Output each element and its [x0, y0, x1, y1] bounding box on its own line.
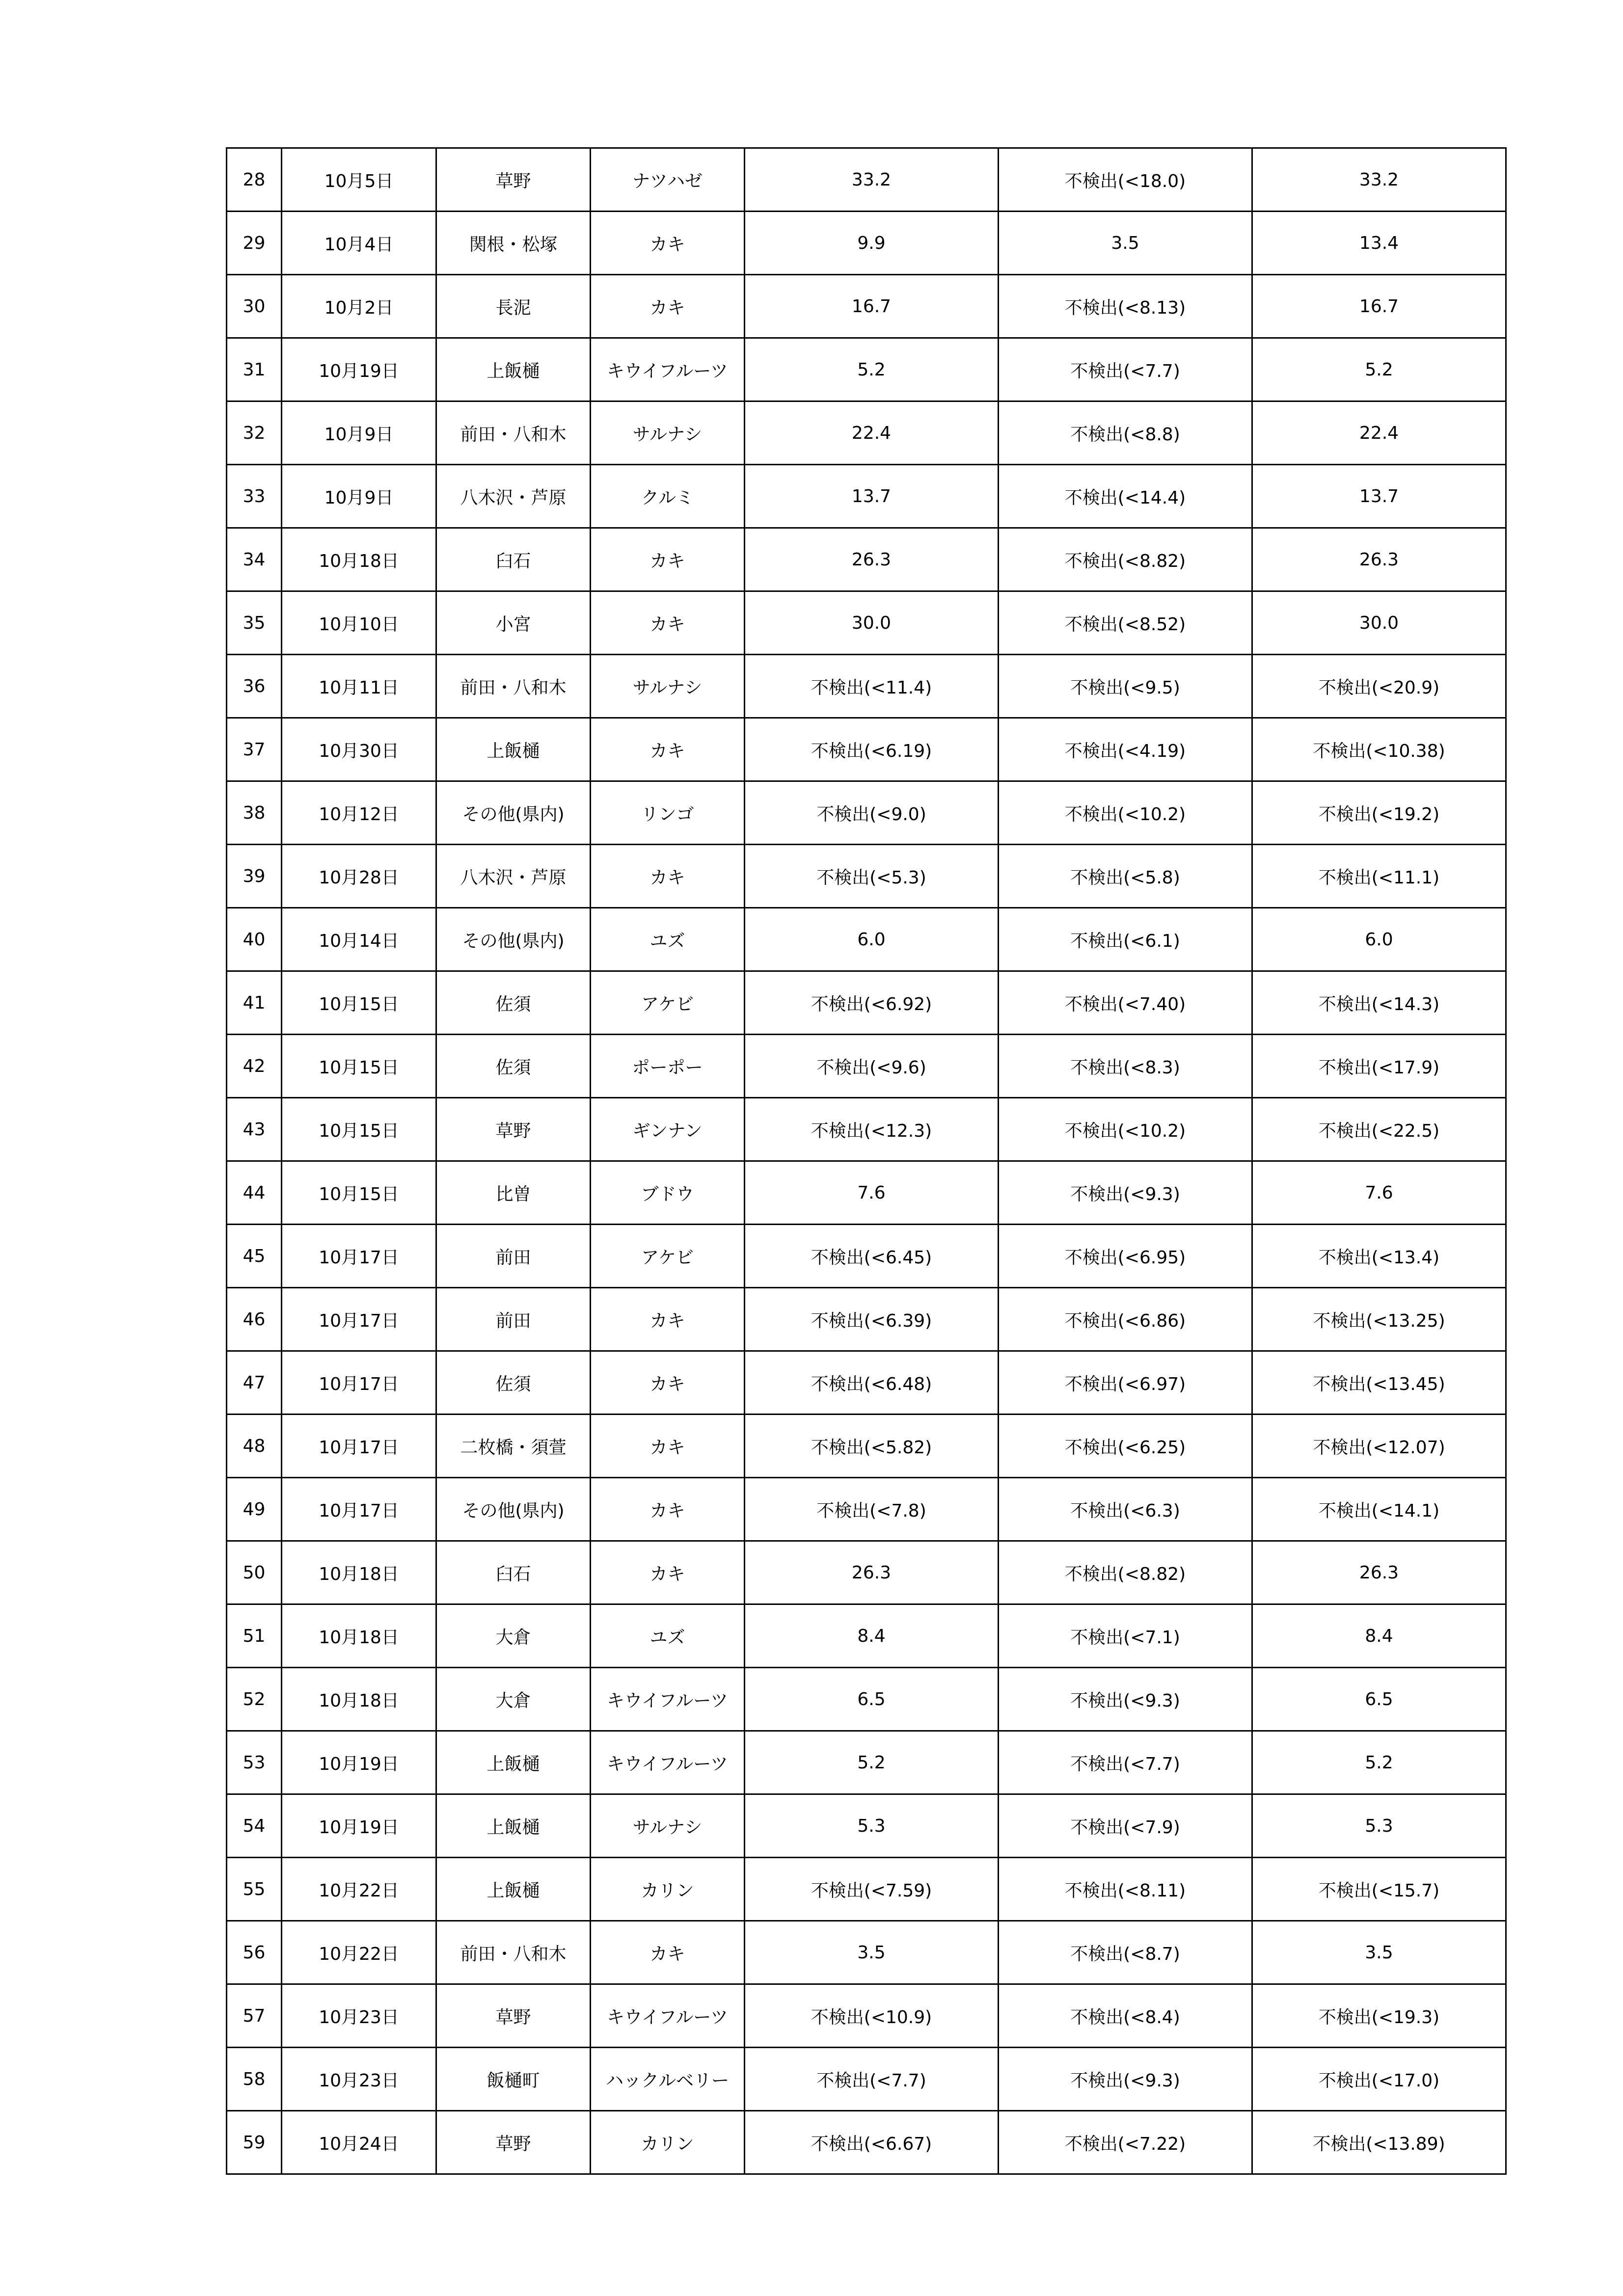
value1-cell: 3.5	[745, 1921, 999, 1984]
value2-cell: 不検出(<8.82)	[999, 1541, 1252, 1604]
item-cell: カリン	[591, 2111, 745, 2174]
row-number-cell: 44	[227, 1161, 282, 1225]
item-cell: カキ	[591, 718, 745, 781]
value2-cell: 不検出(<8.52)	[999, 591, 1252, 655]
table-row	[227, 845, 1506, 908]
table-row	[227, 655, 1506, 718]
row-number-cell: 57	[227, 1984, 282, 2048]
location-cell: 前田	[436, 1288, 591, 1351]
total-cell: 不検出(<13.45)	[1252, 1351, 1506, 1415]
total-cell: 不検出(<17.9)	[1252, 1035, 1506, 1098]
value1-cell: 不検出(<6.39)	[745, 1288, 999, 1351]
date-cell: 10月18日	[282, 1541, 436, 1604]
date-cell: 10月17日	[282, 1415, 436, 1478]
total-cell: 不検出(<17.0)	[1252, 2048, 1506, 2111]
row-number-cell: 32	[227, 401, 282, 465]
row-number-cell: 34	[227, 528, 282, 591]
location-cell: 草野	[436, 2111, 591, 2174]
value2-cell: 不検出(<4.19)	[999, 718, 1252, 781]
location-cell: 佐須	[436, 1035, 591, 1098]
date-cell: 10月17日	[282, 1225, 436, 1288]
location-cell: 二枚橋・須萱	[436, 1415, 591, 1478]
location-cell: その他(県内)	[436, 781, 591, 845]
date-cell: 10月17日	[282, 1288, 436, 1351]
value1-cell: 不検出(<6.48)	[745, 1351, 999, 1415]
table-row	[227, 718, 1506, 781]
location-cell: 前田	[436, 1225, 591, 1288]
table-row	[227, 148, 1506, 212]
table-row	[227, 908, 1506, 971]
table-row	[227, 1351, 1506, 1415]
row-number-cell: 28	[227, 148, 282, 212]
value1-cell: 不検出(<12.3)	[745, 1098, 999, 1161]
value2-cell: 不検出(<7.1)	[999, 1604, 1252, 1668]
value2-cell: 不検出(<7.7)	[999, 1731, 1252, 1794]
date-cell: 10月12日	[282, 781, 436, 845]
table-row	[227, 401, 1506, 465]
row-number-cell: 31	[227, 338, 282, 401]
date-cell: 10月28日	[282, 845, 436, 908]
date-cell: 10月23日	[282, 2048, 436, 2111]
table-row	[227, 2048, 1506, 2111]
item-cell: ハックルベリー	[591, 2048, 745, 2111]
value2-cell: 不検出(<8.4)	[999, 1984, 1252, 2048]
value2-cell: 不検出(<18.0)	[999, 148, 1252, 212]
results-table-body	[227, 148, 1506, 2174]
location-cell: 上飯樋	[436, 1731, 591, 1794]
item-cell: サルナシ	[591, 401, 745, 465]
table-row	[227, 1984, 1506, 2048]
value1-cell: 6.5	[745, 1668, 999, 1731]
total-cell: 5.2	[1252, 1731, 1506, 1794]
total-cell: 33.2	[1252, 148, 1506, 212]
table-row	[227, 781, 1506, 845]
row-number-cell: 42	[227, 1035, 282, 1098]
date-cell: 10月15日	[282, 971, 436, 1035]
item-cell: カキ	[591, 1288, 745, 1351]
value2-cell: 不検出(<8.8)	[999, 401, 1252, 465]
total-cell: 13.4	[1252, 212, 1506, 275]
value2-cell: 不検出(<9.3)	[999, 1161, 1252, 1225]
row-number-cell: 46	[227, 1288, 282, 1351]
item-cell: カキ	[591, 275, 745, 338]
item-cell: ギンナン	[591, 1098, 745, 1161]
date-cell: 10月15日	[282, 1035, 436, 1098]
value1-cell: 8.4	[745, 1604, 999, 1668]
value2-cell: 不検出(<8.3)	[999, 1035, 1252, 1098]
location-cell: 比曽	[436, 1161, 591, 1225]
item-cell: カキ	[591, 591, 745, 655]
value1-cell: 13.7	[745, 465, 999, 528]
row-number-cell: 41	[227, 971, 282, 1035]
date-cell: 10月24日	[282, 2111, 436, 2174]
location-cell: 上飯樋	[436, 338, 591, 401]
date-cell: 10月9日	[282, 465, 436, 528]
value1-cell: 不検出(<5.3)	[745, 845, 999, 908]
item-cell: キウイフルーツ	[591, 1731, 745, 1794]
date-cell: 10月15日	[282, 1098, 436, 1161]
item-cell: サルナシ	[591, 1794, 745, 1858]
total-cell: 不検出(<20.9)	[1252, 655, 1506, 718]
total-cell: 26.3	[1252, 1541, 1506, 1604]
location-cell: 草野	[436, 148, 591, 212]
value1-cell: 不検出(<6.92)	[745, 971, 999, 1035]
item-cell: キウイフルーツ	[591, 1984, 745, 2048]
table-row	[227, 1858, 1506, 1921]
item-cell: カキ	[591, 1921, 745, 1984]
value1-cell: 不検出(<9.0)	[745, 781, 999, 845]
value2-cell: 不検出(<9.3)	[999, 1668, 1252, 1731]
table-row	[227, 1415, 1506, 1478]
total-cell: 不検出(<13.25)	[1252, 1288, 1506, 1351]
value1-cell: 不検出(<10.9)	[745, 1984, 999, 2048]
item-cell: カキ	[591, 212, 745, 275]
row-number-cell: 36	[227, 655, 282, 718]
row-number-cell: 58	[227, 2048, 282, 2111]
table-row	[227, 1604, 1506, 1668]
location-cell: 前田・八和木	[436, 655, 591, 718]
row-number-cell: 59	[227, 2111, 282, 2174]
value2-cell: 不検出(<7.22)	[999, 2111, 1252, 2174]
total-cell: 26.3	[1252, 528, 1506, 591]
value2-cell: 不検出(<6.95)	[999, 1225, 1252, 1288]
location-cell: 上飯樋	[436, 718, 591, 781]
total-cell: 不検出(<12.07)	[1252, 1415, 1506, 1478]
item-cell: キウイフルーツ	[591, 338, 745, 401]
value2-cell: 不検出(<6.1)	[999, 908, 1252, 971]
location-cell: 大倉	[436, 1604, 591, 1668]
row-number-cell: 35	[227, 591, 282, 655]
total-cell: 不検出(<14.3)	[1252, 971, 1506, 1035]
total-cell: 5.2	[1252, 338, 1506, 401]
item-cell: ユズ	[591, 1604, 745, 1668]
table-row	[227, 1225, 1506, 1288]
item-cell: カキ	[591, 1478, 745, 1541]
row-number-cell: 53	[227, 1731, 282, 1794]
row-number-cell: 43	[227, 1098, 282, 1161]
total-cell: 不検出(<22.5)	[1252, 1098, 1506, 1161]
value2-cell: 不検出(<10.2)	[999, 1098, 1252, 1161]
date-cell: 10月19日	[282, 338, 436, 401]
item-cell: ナツハゼ	[591, 148, 745, 212]
location-cell: 草野	[436, 1098, 591, 1161]
item-cell: キウイフルーツ	[591, 1668, 745, 1731]
value2-cell: 3.5	[999, 212, 1252, 275]
total-cell: 3.5	[1252, 1921, 1506, 1984]
value2-cell: 不検出(<6.25)	[999, 1415, 1252, 1478]
value1-cell: 不検出(<7.59)	[745, 1858, 999, 1921]
table-row	[227, 528, 1506, 591]
value2-cell: 不検出(<8.13)	[999, 275, 1252, 338]
value1-cell: 26.3	[745, 1541, 999, 1604]
total-cell: 13.7	[1252, 465, 1506, 528]
location-cell: その他(県内)	[436, 908, 591, 971]
table-row	[227, 1668, 1506, 1731]
value2-cell: 不検出(<7.9)	[999, 1794, 1252, 1858]
value2-cell: 不検出(<6.3)	[999, 1478, 1252, 1541]
row-number-cell: 51	[227, 1604, 282, 1668]
item-cell: アケビ	[591, 971, 745, 1035]
table-row	[227, 1161, 1506, 1225]
value2-cell: 不検出(<8.82)	[999, 528, 1252, 591]
table-row	[227, 1794, 1506, 1858]
total-cell: 不検出(<13.89)	[1252, 2111, 1506, 2174]
location-cell: 前田・八和木	[436, 1921, 591, 1984]
table-row	[227, 1035, 1506, 1098]
row-number-cell: 47	[227, 1351, 282, 1415]
date-cell: 10月9日	[282, 401, 436, 465]
date-cell: 10月30日	[282, 718, 436, 781]
total-cell: 8.4	[1252, 1604, 1506, 1668]
row-number-cell: 52	[227, 1668, 282, 1731]
value1-cell: 不検出(<5.82)	[745, 1415, 999, 1478]
item-cell: カキ	[591, 1351, 745, 1415]
table-row	[227, 2111, 1506, 2174]
date-cell: 10月2日	[282, 275, 436, 338]
table-row	[227, 1731, 1506, 1794]
row-number-cell: 50	[227, 1541, 282, 1604]
date-cell: 10月17日	[282, 1351, 436, 1415]
location-cell: その他(県内)	[436, 1478, 591, 1541]
location-cell: 上飯樋	[436, 1794, 591, 1858]
item-cell: カキ	[591, 1541, 745, 1604]
value2-cell: 不検出(<8.7)	[999, 1921, 1252, 1984]
total-cell: 不検出(<10.38)	[1252, 718, 1506, 781]
total-cell: 不検出(<15.7)	[1252, 1858, 1506, 1921]
value1-cell: 30.0	[745, 591, 999, 655]
item-cell: カキ	[591, 1415, 745, 1478]
value2-cell: 不検出(<7.40)	[999, 971, 1252, 1035]
table-row	[227, 1288, 1506, 1351]
value1-cell: 9.9	[745, 212, 999, 275]
location-cell: 佐須	[436, 971, 591, 1035]
value1-cell: 16.7	[745, 275, 999, 338]
date-cell: 10月14日	[282, 908, 436, 971]
date-cell: 10月18日	[282, 528, 436, 591]
total-cell: 不検出(<11.1)	[1252, 845, 1506, 908]
row-number-cell: 56	[227, 1921, 282, 1984]
row-number-cell: 49	[227, 1478, 282, 1541]
date-cell: 10月18日	[282, 1604, 436, 1668]
table-row	[227, 275, 1506, 338]
row-number-cell: 55	[227, 1858, 282, 1921]
date-cell: 10月15日	[282, 1161, 436, 1225]
location-cell: 飯樋町	[436, 2048, 591, 2111]
row-number-cell: 29	[227, 212, 282, 275]
row-number-cell: 38	[227, 781, 282, 845]
value1-cell: 不検出(<6.67)	[745, 2111, 999, 2174]
row-number-cell: 40	[227, 908, 282, 971]
table-row	[227, 591, 1506, 655]
total-cell: 不検出(<19.2)	[1252, 781, 1506, 845]
date-cell: 10月17日	[282, 1478, 436, 1541]
table-row	[227, 212, 1506, 275]
value2-cell: 不検出(<6.97)	[999, 1351, 1252, 1415]
location-cell: 上飯樋	[436, 1858, 591, 1921]
item-cell: カリン	[591, 1858, 745, 1921]
date-cell: 10月10日	[282, 591, 436, 655]
location-cell: 前田・八和木	[436, 401, 591, 465]
date-cell: 10月4日	[282, 212, 436, 275]
row-number-cell: 37	[227, 718, 282, 781]
total-cell: 30.0	[1252, 591, 1506, 655]
value1-cell: 5.3	[745, 1794, 999, 1858]
total-cell: 5.3	[1252, 1794, 1506, 1858]
row-number-cell: 39	[227, 845, 282, 908]
item-cell: サルナシ	[591, 655, 745, 718]
date-cell: 10月18日	[282, 1668, 436, 1731]
location-cell: 臼石	[436, 1541, 591, 1604]
value1-cell: 不検出(<7.8)	[745, 1478, 999, 1541]
item-cell: クルミ	[591, 465, 745, 528]
value1-cell: 33.2	[745, 148, 999, 212]
value1-cell: 不検出(<9.6)	[745, 1035, 999, 1098]
table-row	[227, 1478, 1506, 1541]
value2-cell: 不検出(<6.86)	[999, 1288, 1252, 1351]
location-cell: 八木沢・芦原	[436, 465, 591, 528]
location-cell: 八木沢・芦原	[436, 845, 591, 908]
value1-cell: 不検出(<6.19)	[745, 718, 999, 781]
location-cell: 臼石	[436, 528, 591, 591]
location-cell: 関根・松塚	[436, 212, 591, 275]
value1-cell: 5.2	[745, 338, 999, 401]
value1-cell: 不検出(<7.7)	[745, 2048, 999, 2111]
row-number-cell: 33	[227, 465, 282, 528]
value2-cell: 不検出(<9.5)	[999, 655, 1252, 718]
row-number-cell: 48	[227, 1415, 282, 1478]
row-number-cell: 54	[227, 1794, 282, 1858]
date-cell: 10月23日	[282, 1984, 436, 2048]
location-cell: 小宮	[436, 591, 591, 655]
total-cell: 不検出(<13.4)	[1252, 1225, 1506, 1288]
item-cell: リンゴ	[591, 781, 745, 845]
results-table	[226, 147, 1507, 2175]
total-cell: 7.6	[1252, 1161, 1506, 1225]
table-row	[227, 1098, 1506, 1161]
total-cell: 不検出(<19.3)	[1252, 1984, 1506, 2048]
item-cell: カキ	[591, 845, 745, 908]
value1-cell: 不検出(<6.45)	[745, 1225, 999, 1288]
item-cell: アケビ	[591, 1225, 745, 1288]
total-cell: 不検出(<14.1)	[1252, 1478, 1506, 1541]
date-cell: 10月5日	[282, 148, 436, 212]
value2-cell: 不検出(<5.8)	[999, 845, 1252, 908]
value1-cell: 26.3	[745, 528, 999, 591]
value2-cell: 不検出(<14.4)	[999, 465, 1252, 528]
date-cell: 10月22日	[282, 1921, 436, 1984]
value2-cell: 不検出(<9.3)	[999, 2048, 1252, 2111]
date-cell: 10月22日	[282, 1858, 436, 1921]
value2-cell: 不検出(<10.2)	[999, 781, 1252, 845]
value1-cell: 7.6	[745, 1161, 999, 1225]
total-cell: 6.5	[1252, 1668, 1506, 1731]
item-cell: ポーポー	[591, 1035, 745, 1098]
total-cell: 16.7	[1252, 275, 1506, 338]
table-row	[227, 1921, 1506, 1984]
value2-cell: 不検出(<8.11)	[999, 1858, 1252, 1921]
table-row	[227, 338, 1506, 401]
location-cell: 大倉	[436, 1668, 591, 1731]
date-cell: 10月19日	[282, 1794, 436, 1858]
value1-cell: 5.2	[745, 1731, 999, 1794]
value1-cell: 不検出(<11.4)	[745, 655, 999, 718]
location-cell: 佐須	[436, 1351, 591, 1415]
row-number-cell: 30	[227, 275, 282, 338]
location-cell: 草野	[436, 1984, 591, 2048]
item-cell: ユズ	[591, 908, 745, 971]
table-row	[227, 1541, 1506, 1604]
date-cell: 10月11日	[282, 655, 436, 718]
date-cell: 10月19日	[282, 1731, 436, 1794]
location-cell: 長泥	[436, 275, 591, 338]
total-cell: 6.0	[1252, 908, 1506, 971]
value1-cell: 22.4	[745, 401, 999, 465]
item-cell: カキ	[591, 528, 745, 591]
item-cell: ブドウ	[591, 1161, 745, 1225]
table-row	[227, 465, 1506, 528]
table-row	[227, 971, 1506, 1035]
total-cell: 22.4	[1252, 401, 1506, 465]
row-number-cell: 45	[227, 1225, 282, 1288]
value2-cell: 不検出(<7.7)	[999, 338, 1252, 401]
value1-cell: 6.0	[745, 908, 999, 971]
